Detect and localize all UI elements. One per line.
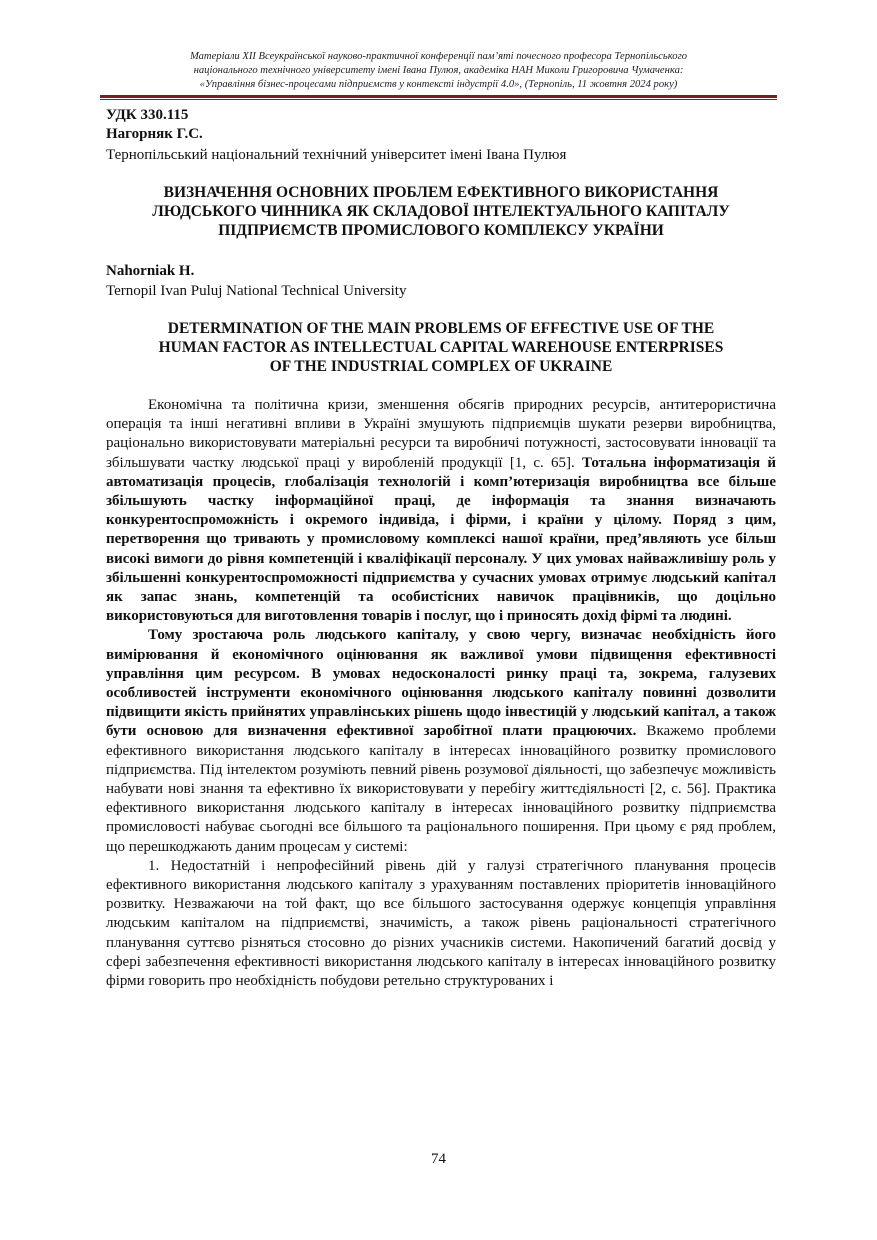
title-en-line: OF THE INDUSTRIAL COMPLEX OF UKRAINE [269,358,613,375]
paragraph [106,857,776,991]
running-header [100,50,777,92]
paragraph-bold-text: Тотальна інформатизація й автоматизація процесів, глобалізація технологій і комп’ютеризація виробництва все більше збільшують частку інформаційної праці, де інформація та знання визначають конкурентоспроможність і окремого індивіда, і фірми, і країни у цілому. Поряд з цим, перетворення що тривають у промисловому комплексі нашої країни, пред’являють усе більш високі вимоги до рівня компетенцій і кваліфікації персоналу. У цих умовах найважливішу роль у збільшенні конкурентоспроможності підприємства у сучасних умовах отримує людський капітал як запас знань, компетенцій та особистісних навичок працівників, що доцільно використовуються для виготовлення товарів і послуг, що і приносять дохід фірмі та людині. [106,454,776,625]
author-ua: Нагорняк Г.С. [106,126,203,142]
affiliation-ua: Тернопільський національний технічний університет імені Івана Пулюя [106,147,567,163]
running-header-line: «Управління бізнес-процесами підприємств у контексті індустрії 4.0», (Тернопіль, 11 жовтня 2024 року) [199,79,678,90]
title-ua-line: ПІДПРИЄМСТВ ПРОМИСЛОВОГО КОМПЛЕКСУ УКРАЇНИ [218,222,664,239]
title-en-line: DETERMINATION OF THE MAIN PROBLEMS OF EFFECTIVE USE OF THE [167,320,715,337]
title-en [106,319,776,376]
article-body [106,396,776,991]
paragraph [106,626,776,856]
paragraph-text: Вкажемо проблеми ефективного використання людського капіталу в інтересах інноваційного розвитку промислового підприємства. Під інтелектом розуміють певний рівень розумової діяльності, що забезпечує можливість набувати нові знання та ефективно їх використовувати у перебігу життєдіяльності [2, с. 56]. Практика ефективного використання людського капіталу в інтересах інноваційного розвитку підприємства промисловості набуває сьогодні все більшого та раціонального поширення. При цьому є ряд проблем, що перешкоджають даним процесам у системі: [106,723,776,855]
udc-code: УДК 330.115 [106,107,189,123]
running-header-line: Матеріали XII Всеукраїнської науково-практичної конференції пам’яті почесного професора Тернопільського [189,51,688,62]
page-number: 74 [431,1151,446,1167]
paragraph [106,396,776,626]
title-en-line: HUMAN FACTOR AS INTELLECTUAL CAPITAL WAREHOUSE ENTERPRISES [158,339,724,356]
affiliation-en: Ternopil Ivan Puluj National Technical University [106,283,407,299]
title-ua [106,183,776,240]
header-rule [100,95,777,98]
paragraph-bold-text: Тому зростаюча роль людського капіталу, у свою чергу, визначає необхідність його вимірювання й економічного оцінювання як важливої умови підвищення ефективності управління цим ресурсом. В умовах недосконалості ринку праці та, зокрема, галузевих особливостей інструменти економічного оцінювання людського капіталу повинні дозволити підвищити якість прийнятих управлінських рішень щодо інвестицій у людський капітал, а також бути основою для визначення ефективної заробітної плати працюючих. [106,627,776,740]
title-ua-line: ВИЗНАЧЕННЯ ОСНОВНИХ ПРОБЛЕМ ЕФЕКТИВНОГО ВИКОРИСТАННЯ [163,184,719,201]
paragraph-text: 1. Недостатній і непрофесійний рівень дій у галузі стратегічного планування процесів ефективного використання людського капіталу з урахуванням поставлених пріоритетів інноваційного розвитку. Незважаючи на той факт, що все більшого застосування одержує концепція управління людським капіталом на підприємстві, значимість, а також рівень раціональності стратегічного планування суттєво різняться стосовно до різних учасників системи. Накопичений багатий досвід у сфері забезпечення ефективності використання людського капіталу в інтересах інноваційного розвитку фірми говорить про необхідність побудови ретельно структурованих і [106,857,776,990]
paragraph-text: Економічна та політична кризи, зменшення обсягів природних ресурсів, антитерористична операція та інші негативні впливи в Україні змушують підприємців шукати резерви виробництва, раціонально використовувати матеріальні ресурси та виробничі потужності, застосовувати інновації та збільшувати частку людської праці у виробленій продукції [1, с. 65]. [106,397,776,471]
header-rule-thin [100,99,777,100]
title-ua-line: ЛЮДСЬКОГО ЧИННИКА ЯК СКЛАДОВОЇ ІНТЕЛЕКТУАЛЬНОГО КАПІТАЛУ [152,203,730,220]
running-header-line: національного технічного університету імені Івана Пулюя, академіка НАН Миколи Григоровича Чумаченка: [193,65,684,76]
author-en: Nahorniak H. [106,263,195,279]
